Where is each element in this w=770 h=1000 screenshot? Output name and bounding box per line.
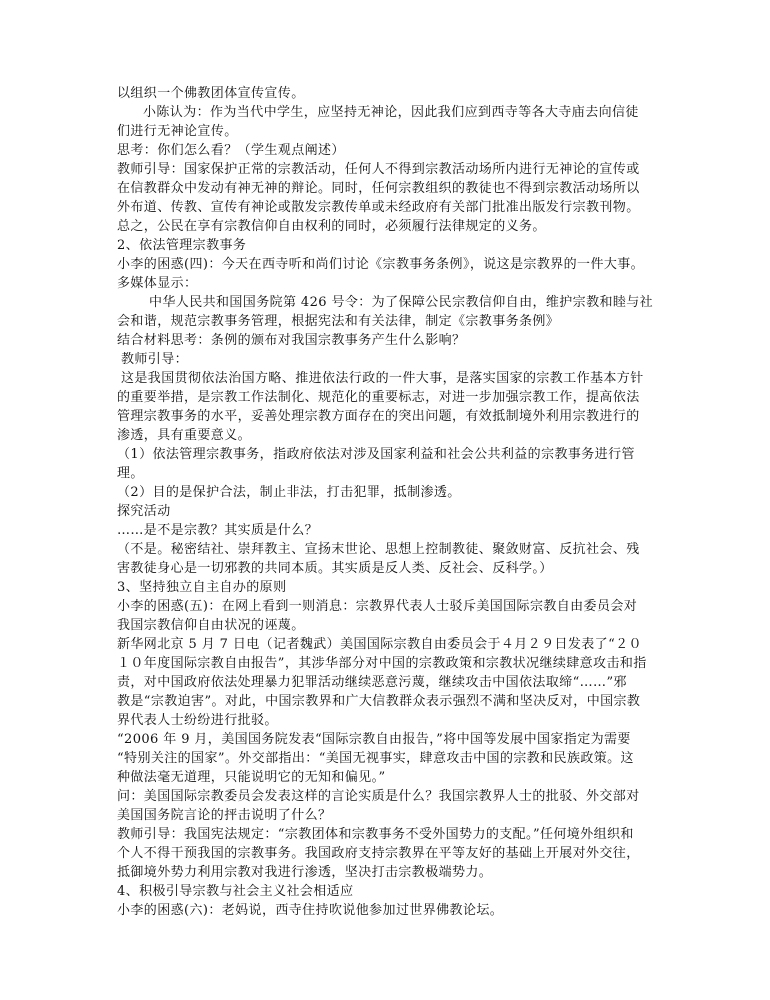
text-line: （2）目的是保护合法，制止非法，打击犯罪，抵制渗透。 <box>117 485 461 500</box>
document-body <box>117 84 657 920</box>
text-line: 种做法毫无道理，只能说明它的无知和偏见。” <box>117 770 386 785</box>
text-line: （不是。秘密结社、崇拜教主、宣扬末世论、思想上控制教徒、聚敛财富、反抗社会、残 <box>117 542 640 557</box>
text-line: 教师引导： <box>121 352 189 367</box>
text-line: 以组织一个佛教团体宣传宣传。 <box>117 86 305 101</box>
text-line: 小李的困惑(六)：老妈说，西寺住持吹说他参加过世界佛教论坛。 <box>117 903 504 918</box>
text-line: 思考：你们怎么看？（学生观点阐述） <box>117 143 345 158</box>
text-line: 界代表人士纷纷进行批驳。 <box>117 713 278 728</box>
text-line: 这是我国贯彻依法治国方略、推进依法行政的一件大事，是落实国家的宗教工作基本方针 <box>121 371 644 386</box>
text-line: 教师引导：国家保护正常的宗教活动，任何人不得到宗教活动场所内进行无神论的宣传或 <box>117 162 640 177</box>
text-line: 小李的困惑(四)：今天在西寺听和尚们讨论《宗教事务条例》，说这是宗教界的一件大事。 <box>117 257 645 272</box>
text-line: 小陈认为：作为当代中学生，应坚持无神论，因此我们应到西寺等各大寺庙去向信徒 <box>143 105 639 120</box>
text-line: 结合材料思考：条例的颁布对我国宗教事务产生什么影响？ <box>117 333 466 348</box>
text-line: 问：美国国际宗教委员会发表这样的言论实质是什么？我国宗教界人士的批驳、外交部对 <box>117 789 640 804</box>
text-line: 外布道、传教、宣传有神论或散发宗教传单或未经政府有关部门批准出版发行宗教刊物。 <box>117 200 640 215</box>
text-line: 教是“宗教迫害”。对此，中国宗教界和广大信教群众表示强烈不满和坚决反对，中国宗教 <box>117 694 641 709</box>
text-line: 会和谐，规范宗教事务管理，根据宪法和有关法律，制定《宗教事务条例》 <box>117 314 560 329</box>
text-line: ……是不是宗教？其实质是什么？ <box>117 523 319 538</box>
text-line: 管理宗教事务的水平，妥善处理宗教方面存在的突出问题，有效抵制境外利用宗教进行的 <box>117 409 640 424</box>
text-line: 的重要举措，是宗教工作法制化、规范化的重要标志，对进一步加强宗教工作，提高依法 <box>117 390 640 405</box>
text-line: 小李的困惑(五)：在网上看到一则消息：宗教界代表人士驳斥美国国际宗教自由委员会对 <box>117 599 638 614</box>
text-line: 责，对中国政府依法处理暴力犯罪活动继续恶意污蔑，继续攻击中国依法取缔“……”邪 <box>117 675 627 690</box>
text-line: 抵御境外势力利用宗教对我进行渗透，坚决打击宗教极端势力。 <box>117 865 493 880</box>
text-line: 害教徒身心是一切邪教的共同本质。其实质是反人类、反社会、反科学。） <box>117 561 553 576</box>
text-line: “特别关注的国家”。外交部指出：“美国无视事实，肆意攻击中国的宗教和民族政策。这 <box>117 751 634 766</box>
text-line: 个人不得干预我国的宗教事务。我国政府支持宗教界在平等友好的基础上开展对外交往， <box>117 846 640 861</box>
text-line: 我国宗教信仰自由状况的诬蔑。 <box>117 618 305 633</box>
text-line: 中华人民共和国国务院第 426 号令：为了保障公民宗教信仰自由，维护宗教和睦与社 <box>149 295 654 310</box>
text-line: 在信教群众中发动有神无神的辩论。同时，任何宗教组织的教徒也不得到宗教活动场所以 <box>117 181 640 196</box>
text-line: 们进行无神论宣传。 <box>117 124 238 139</box>
text-line: 新华网北京 5 月 7 日电（记者魏武）美国国际宗教自由委员会于４月２９日发表了“２０ <box>117 637 642 652</box>
text-line: 渗透，具有重要意义。 <box>117 428 252 443</box>
text-line: 3、坚持独立自主自办的原则 <box>117 580 287 595</box>
text-line: 理。 <box>117 466 144 481</box>
text-line: （1）依法管理宗教事务，指政府依法对涉及国家利益和社会公共利益的宗教事务进行管 <box>117 447 635 462</box>
text-line: 2、依法管理宗教事务 <box>117 238 247 253</box>
text-line: １０年度国际宗教自由报告”，其涉华部分对中国的宗教政策和宗教状况继续肆意攻击和指 <box>117 656 647 671</box>
text-line: 教师引导：我国宪法规定：“宗教团体和宗教事务不受外国势力的支配。”任何境外组织和 <box>117 827 634 842</box>
text-line: 探究活动 <box>117 504 171 519</box>
text-line: “2006 年 9 月，美国国务院发表“国际宗教自由报告，”将中国等发展中国家指定为需要 <box>117 732 631 747</box>
text-line: 多媒体显示： <box>117 276 198 291</box>
text-line: 4、积极引导宗教与社会主义社会相适应 <box>117 884 354 899</box>
text-line: 总之，公民在享有宗教信仰自由权利的同时，必须履行法律规定的义务。 <box>117 219 546 234</box>
text-line: 美国国务院言论的抨击说明了什么？ <box>117 808 332 823</box>
